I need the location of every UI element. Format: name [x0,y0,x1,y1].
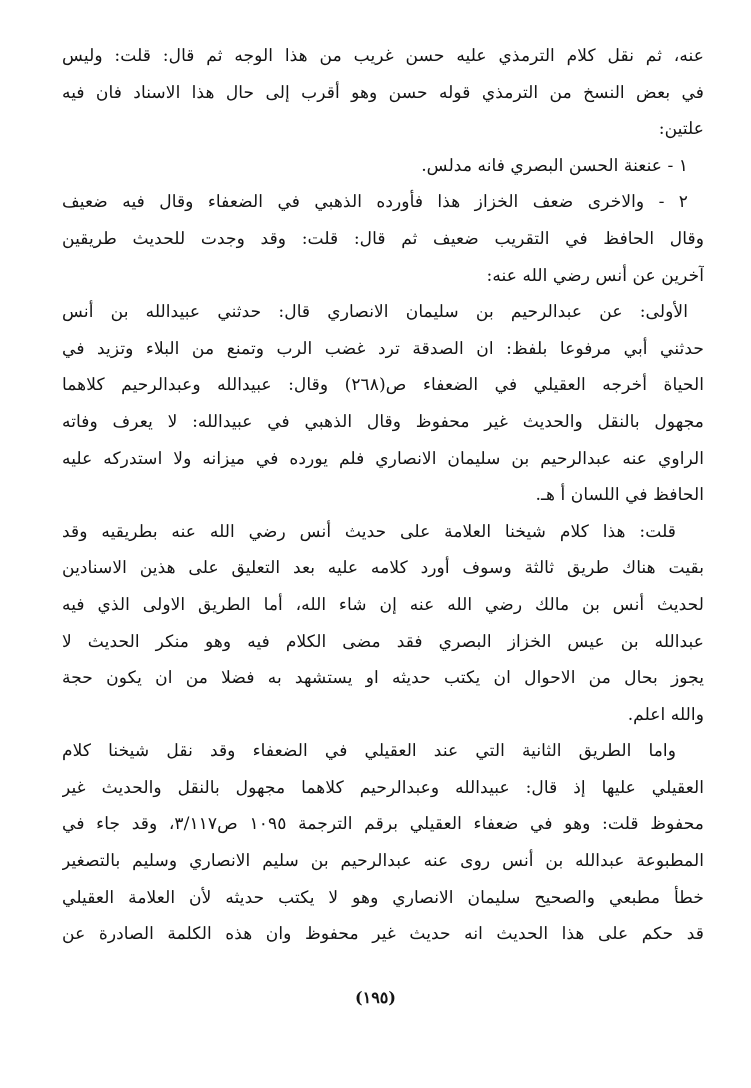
text-line: الأولى: عن عبدالرحيم بن سليمان الانصاري قال: حدثني عبيدالله بن أنس [62,302,688,323]
text-line: لحديث أنس بن مالك رضي الله عنه إن شاء الله، أما الطريق الاولى الذي فيه [62,594,704,615]
body-text [62,38,704,953]
text-line: عنه، ثم نقل كلام الترمذي عليه حسن غريب من هذا الوجه ثم قال: قلت: وليس [62,46,704,66]
list-item: ٢ - والاخرى ضعف الخزاز هذا فأورده الذهبي في الضعفاء وقال فيه ضعيف [62,192,688,213]
text-line: المطبوعة عبدالله بن أنس روى عنه عبدالرحيم بن سليم الانصاري وسليم بالتصغير [62,851,704,872]
text-line: يجوز بحال من الاحوال ان يكتب حديثه او يستشهد به فضلا من ان يكون حجة [62,668,704,689]
text-line: محفوظ قلت: وهو في ضعفاء العقيلي برقم الترجمة ١٠٩٥ ص٣/١١٧، وقد جاء في [62,814,704,835]
text-line: قد حكم على هذا الحديث انه حديث غير محفوظ وان هذه الكلمة الصادرة عن [62,924,704,945]
text-line: بقيت هناك طريق ثالثة وسوف أورد كلامه عليه بعد التعليق على هذين الاسنادين [62,558,704,579]
text-line: مجهول بالنقل والحديث غير محفوظ وقال الذهبي في عبيدالله: لا يعرف وفاته [62,411,704,432]
text-line: واما الطريق الثانية التي عند العقيلي في الضعفاء وقد نقل شيخنا كلام [62,741,676,762]
text-line: قلت: هذا كلام شيخنا العلامة على حديث أنس رضي الله عنه بطريقيه وقد [62,521,676,542]
text-line: وقال الحافظ في التقريب ضعيف ثم قال: قلت: وقد وجدت للحديث طريقين [62,228,704,249]
text-line: الحافظ في اللسان أ هـ. [535,485,704,506]
page-number: (١٩٥) [355,988,396,1007]
text-line: عبدالله بن عيس الخزاز البصري فقد مضى الكلام فيه وهو منكر الحديث لا [62,631,704,652]
text-line: والله اعلم. [627,704,704,725]
text-line: الراوي عنه عبدالرحيم بن سليمان الانصاري فلم يورده في ميزانه ولا استدركه عليه [62,448,704,469]
text-line: الحياة أخرجه العقيلي في الضعفاء ص(٢٦٨) وقال: عبيدالله وعبدالرحيم كلاهما [62,375,704,396]
text-line: علتين: [658,119,704,140]
text-line: في بعض النسخ من الترمذي قوله حسن وهو أقرب إلى حال هذا الاسناد فان فيه [62,82,704,103]
text-line: خطأ مطبعي والصحيح سليمان الانصاري وهو لا يكتب حديثه لأن العلامة العقيلي [62,887,704,908]
text-line: العقيلي عليها إذ قال: عبيدالله وعبدالرحيم كلاهما مجهول بالنقل والحديث غير [62,777,704,798]
list-item: ١ - عنعنة الحسن البصري فانه مدلس. [421,155,688,176]
text-line: حدثني أبي مرفوعا بلفظ: ان الصدقة ترد غضب الرب وتمنع من البلاء وتزيد في [62,338,704,359]
text-line: آخرين عن أنس رضي الله عنه: [486,265,704,286]
